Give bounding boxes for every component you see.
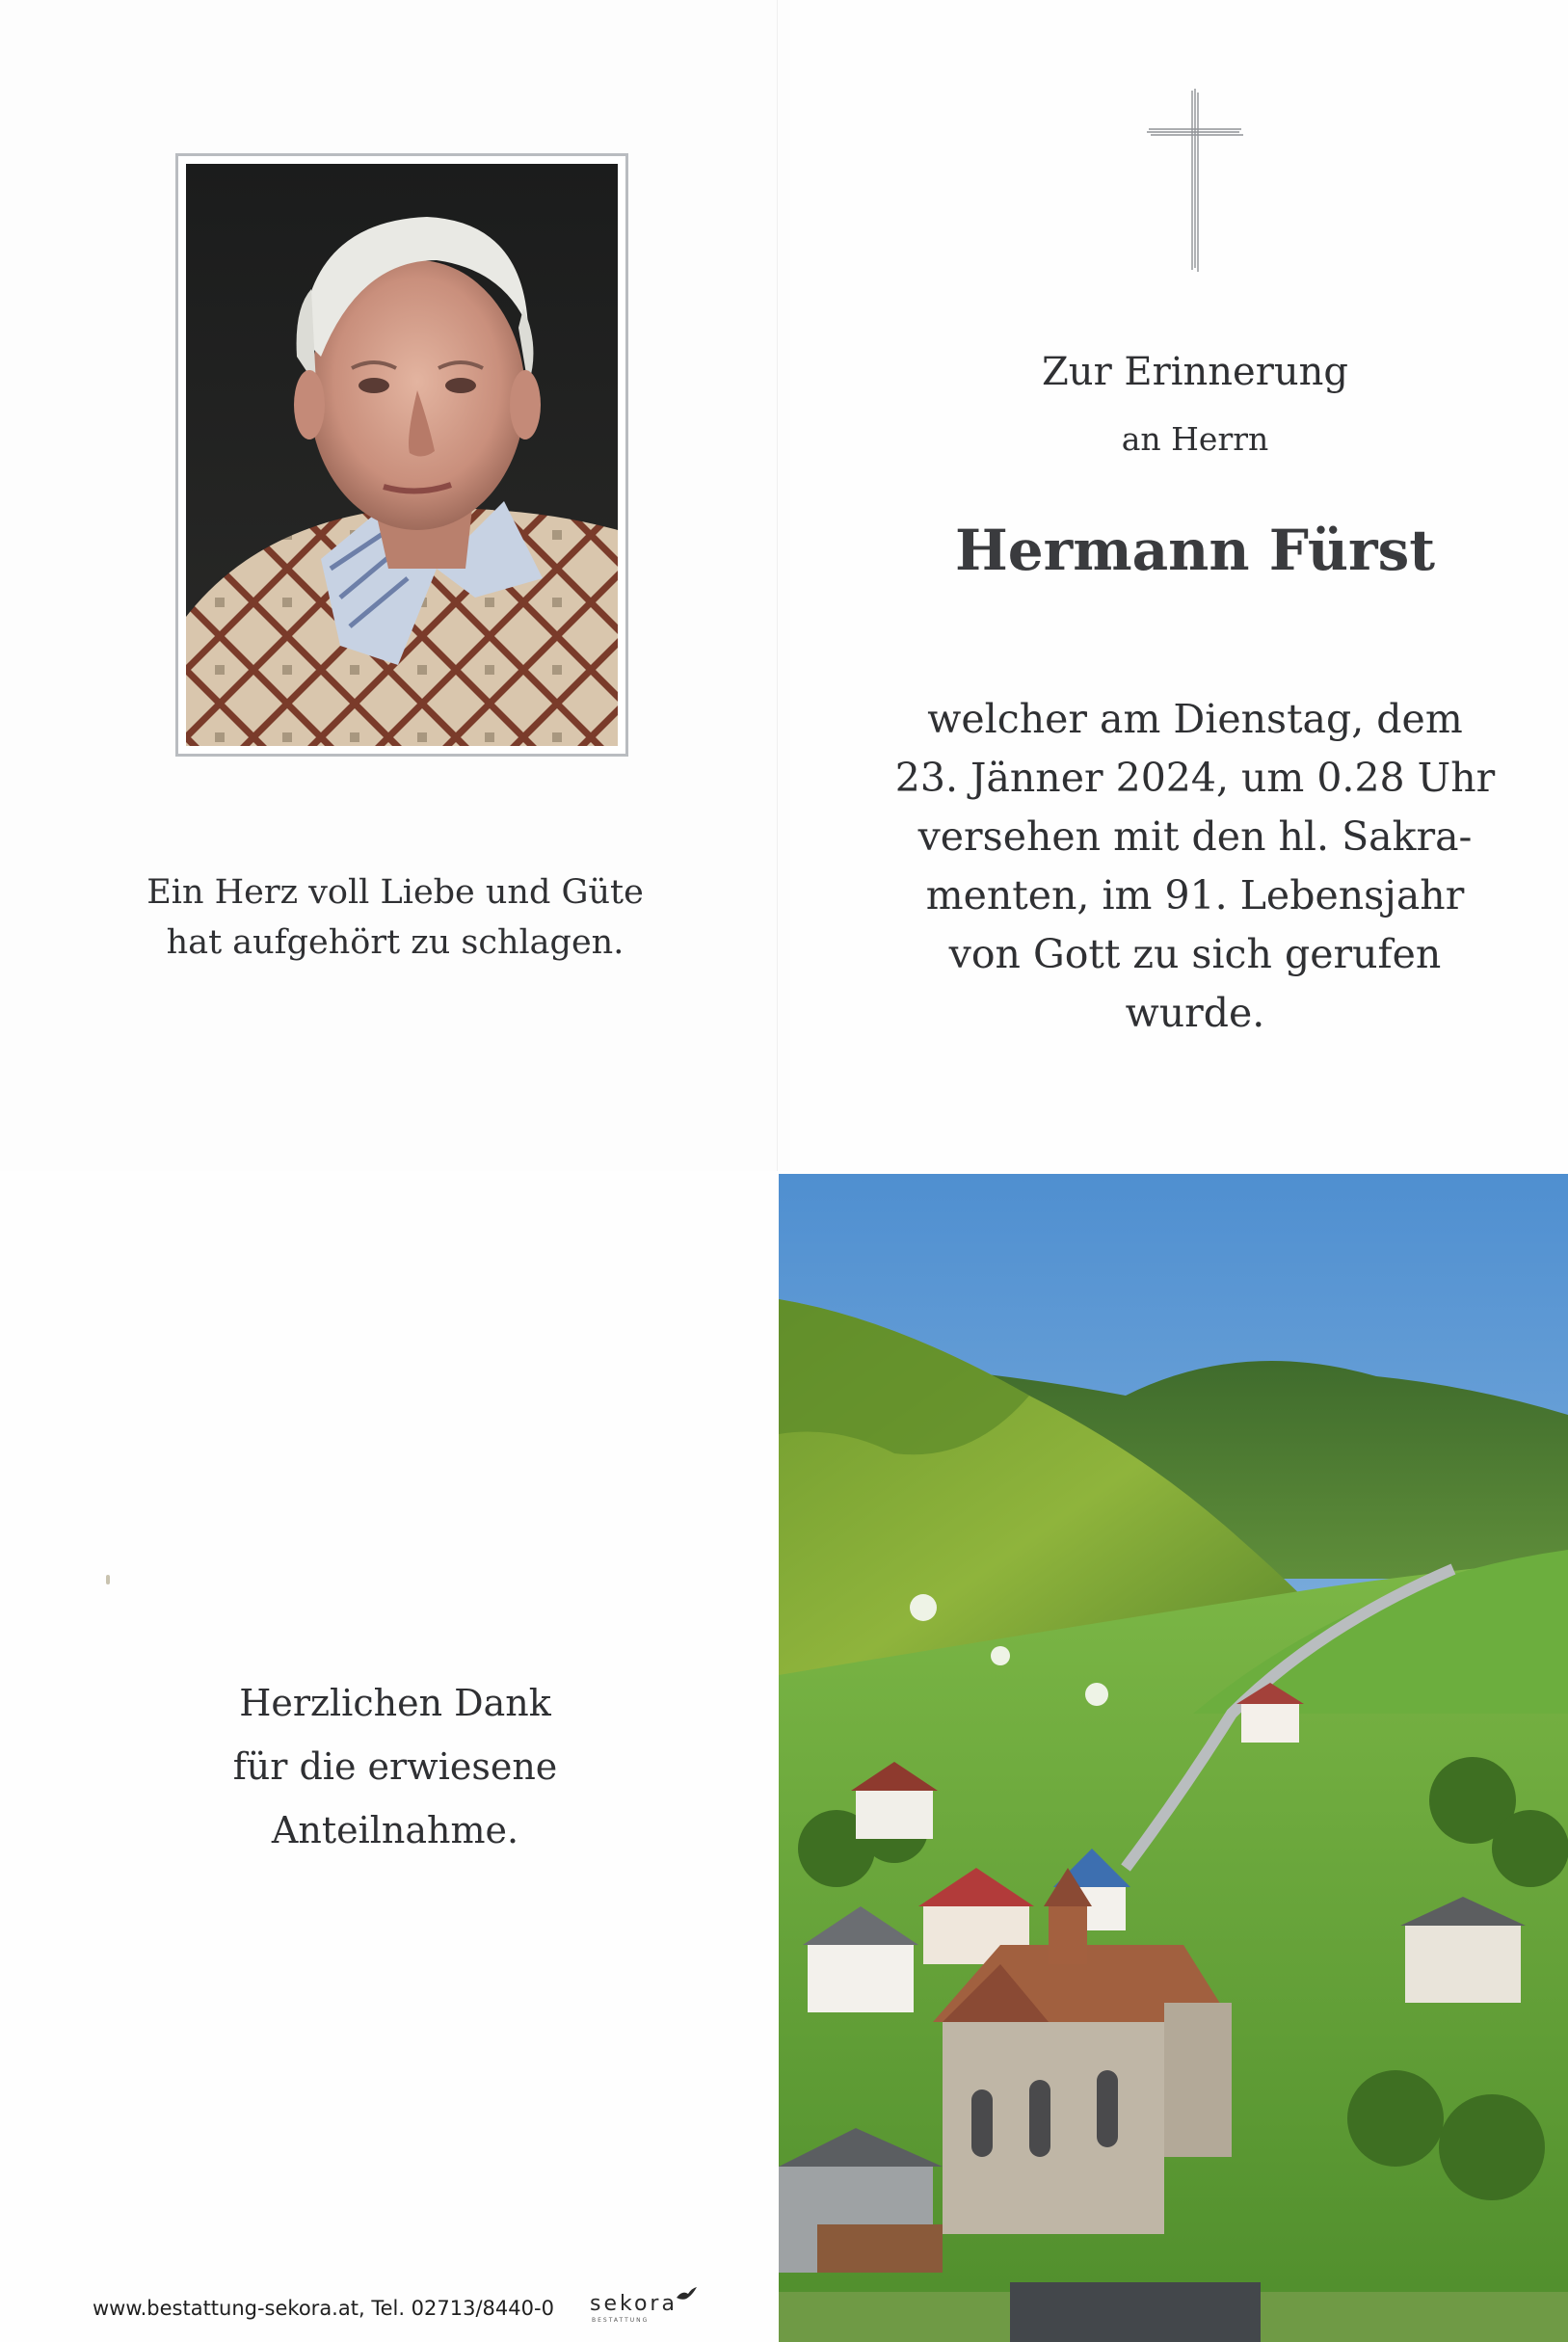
death-notice-line: von Gott zu sich gerufen <box>948 931 1442 977</box>
fold-line <box>777 0 778 1171</box>
funeral-home-contact: www.bestattung-sekora.at, Tel. 02713/8440-0 <box>93 2297 554 2320</box>
funeral-home-logo-subtitle: BESTATTUNG <box>592 2317 650 2324</box>
cross-icon <box>1147 89 1243 272</box>
death-notice-line: wurde. <box>1125 990 1265 1036</box>
thanks-line3: Anteilnahme. <box>271 1809 519 1851</box>
death-notice <box>848 690 1542 1043</box>
heart-caption-line2: hat aufgehört zu schlagen. <box>166 923 625 962</box>
thanks-line2: für die erwiesene <box>232 1745 558 1788</box>
funeral-home-logo: sekora <box>590 2292 678 2316</box>
memory-heading: Zur Erinnerung <box>1042 350 1348 394</box>
death-notice-line: welcher am Dienstag, dem <box>927 696 1463 742</box>
death-notice-line: menten, im 91. Lebensjahr <box>925 872 1465 918</box>
portrait-photo <box>175 153 628 757</box>
death-notice-line: 23. Jänner 2024, um 0.28 Uhr <box>894 755 1496 801</box>
bird-icon <box>675 2286 698 2303</box>
landscape-photo <box>779 1174 1568 2342</box>
thanks-message <box>116 1671 675 1862</box>
death-notice-line: versehen mit den hl. Sakra- <box>917 813 1473 860</box>
village-landscape-image <box>779 1174 1568 2342</box>
salutation: an Herrn <box>1121 420 1269 458</box>
heart-caption-line1: Ein Herz voll Liebe und Güte <box>146 873 644 912</box>
dust-speck <box>106 1575 110 1584</box>
deceased-name: Hermann Fürst <box>954 518 1436 583</box>
heart-caption <box>96 867 694 968</box>
thanks-line1: Herzlichen Dank <box>239 1682 551 1724</box>
portrait-image <box>186 164 618 746</box>
